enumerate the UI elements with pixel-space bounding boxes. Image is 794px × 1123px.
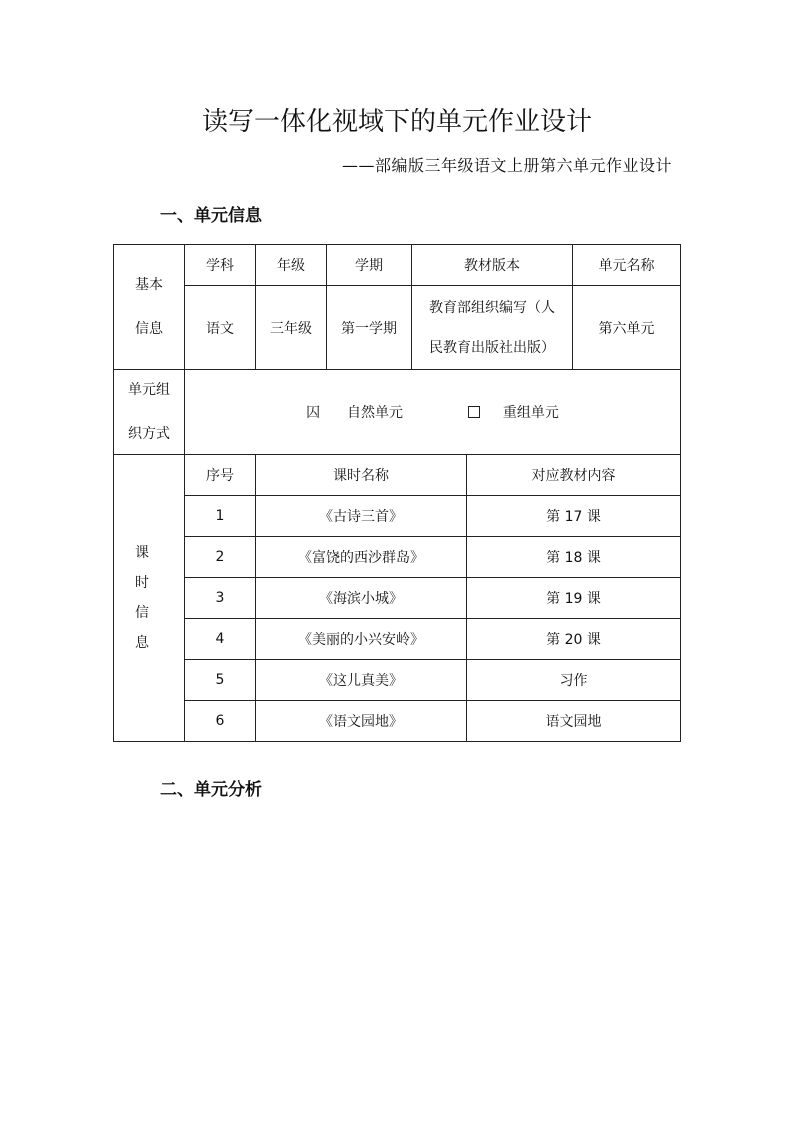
document-subtitle: ——部编版三年级语文上册第六单元作业设计 [341,156,672,175]
value-term: 第一学期 [327,286,412,370]
lesson-content: 语文园地 [467,701,681,742]
value-unit-name: 第六单元 [573,286,681,370]
lesson-content: 第 17 课 [467,496,681,537]
natural-unit-mark[interactable]: 囚 [306,405,321,421]
lesson-number: 2 [185,537,256,578]
document-title: 读写一体化视域下的单元作业设计 [201,107,592,137]
table-row [114,701,681,742]
edition-line: 民教育出版社出版） [429,339,555,356]
header-unit-name: 单元名称 [573,245,681,286]
organization-options [185,370,681,455]
lesson-name: 《语文园地》 [256,701,467,742]
lesson-number: 1 [185,496,256,537]
organization-label-line: 单元组 [128,382,170,398]
header-edition: 教材版本 [412,245,573,286]
value-subject: 语文 [185,286,256,370]
lesson-name: 《这儿真美》 [256,660,467,701]
table-row [114,578,681,619]
lesson-content: 习作 [467,660,681,701]
lesson-number: 6 [185,701,256,742]
lesson-info-label-line: 时 [135,575,149,591]
header-lesson-name: 课时名称 [256,455,467,496]
basic-info-label [114,245,185,370]
lesson-info-label-line: 信 [135,605,149,621]
lesson-number: 4 [185,619,256,660]
lesson-info-label [114,455,185,742]
header-grade: 年级 [256,245,327,286]
lesson-number: 3 [185,578,256,619]
value-edition [412,286,573,370]
regroup-unit-checkbox[interactable] [468,406,480,418]
value-grade: 三年级 [256,286,327,370]
header-subject: 学科 [185,245,256,286]
header-content: 对应教材内容 [467,455,681,496]
header-number: 序号 [185,455,256,496]
lesson-name: 《美丽的小兴安岭》 [256,619,467,660]
basic-info-label-line: 信息 [135,321,163,337]
section-heading-unit-info: 一、单元信息 [160,206,262,226]
lesson-name: 《富饶的西沙群岛》 [256,537,467,578]
lesson-content: 第 19 课 [467,578,681,619]
lesson-info-label-line: 息 [135,635,149,651]
table-row [114,537,681,578]
lesson-name: 《古诗三首》 [256,496,467,537]
lesson-content: 第 18 课 [467,537,681,578]
edition-line: 教育部组织编写（人 [429,299,555,316]
lesson-number: 5 [185,660,256,701]
lesson-name: 《海滨小城》 [256,578,467,619]
unit-info-table [113,244,681,742]
regroup-unit-label: 重组单元 [502,405,559,421]
table-row [114,660,681,701]
lesson-content: 第 20 课 [467,619,681,660]
lesson-info-label-line: 课 [135,545,149,561]
table-row [114,496,681,537]
basic-info-label-line: 基本 [135,277,163,293]
organization-label-line: 织方式 [128,426,170,442]
header-term: 学期 [327,245,412,286]
organization-label [114,370,185,455]
section-heading-unit-analysis: 二、单元分析 [160,780,262,800]
table-row [114,619,681,660]
natural-unit-label: 自然单元 [347,405,404,421]
